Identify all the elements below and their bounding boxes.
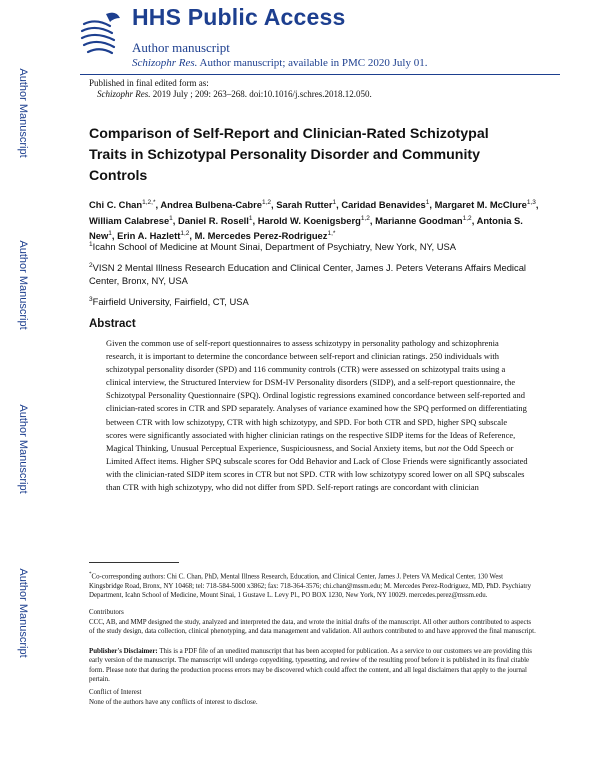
citation-journal: Schizophr Res. <box>97 89 151 99</box>
author-name: Sarah Rutter$^1$, <box>276 199 342 211</box>
hhs-public-access-title: HHS Public Access <box>132 4 346 30</box>
hhs-eagle-logo <box>76 6 124 62</box>
article-title: Comparison of Self-Report and Clinician-Rated Schizotypal Traits in Schizotypal Personality Disorder and Community Controls <box>89 126 489 184</box>
availability-text: Author manuscript; available in PMC 2020 July 01. <box>197 57 428 69</box>
author-manuscript-label: Author manuscript <box>132 40 230 55</box>
side-label-2: Author Manuscript <box>17 240 29 330</box>
abstract-heading: Abstract <box>89 318 136 330</box>
author-name: Erin A. Hazlett$^{1,2}$, <box>117 230 195 242</box>
published-label: Published in final edited form as: <box>89 78 209 88</box>
journal-name: Schizophr Res. <box>132 57 198 69</box>
journal-availability-line <box>132 57 427 69</box>
side-label-4: Author Manuscript <box>17 568 29 658</box>
footnote-rule <box>89 562 179 563</box>
author-name: Antonia S. New$^1$, <box>89 214 523 242</box>
contributors-label: Contributors <box>89 609 124 616</box>
abstract-body: Given the common use of self-report questionnaires to assess schizotypy in personality pathology and schizophrenia research, it is important to determine the concordance between self-report and clinician ratings. 250 individuals with schizotypal personality disorder (SPD) and 116 community controls (CTR) were assessed on schizotypal traits using a clinical interview, the Structured Interview for DSM-IV Personality disorders (SIDP), and a self-report questionnaire, the Schizotypal Personality Questionnaire (SPQ). Ordinal logistic regressions examined concordance between self-reported and clinician-rated scores in CTR and SPD separately. Analyses of variance examined how the SPQ performed on differentiating between CTR with low schizotypy, CTR with high schizotypy, and SPD. For both CTR and SPD, higher SPQ subscale scores were significantly associated with higher clinician ratings on the respective SIDP items for the Ideas of Reference, Magical Thinking, Unusual Perceptual Experience, Suspiciousness, and Social Anxiety items, but not the Odd Speech or Limited Affect items. Higher SPQ subscale scores for Odd Behavior and Lack of Close Friends were significantly associated with the clinician-rated SIDP item scores in CTR but not SPD. CTR with low schizotypy scored lower on all SPQ subscales than CTR with high schizotypy, who did not differ from SPD. Self-report ratings are concordant with clinician <box>106 338 528 493</box>
author-name: Chi C. Chan$^{1,2,*}$, <box>89 199 161 211</box>
header-rule <box>80 74 560 75</box>
conflict-text: None of the authors have any conflicts of interest to disclose. <box>89 699 258 706</box>
contributors-text: CCC, AB, and MMP designed the study, analyzed and interpreted the data, and wrote the initial drafts of the manuscript. All other authors contributed to aspects of the study design, data collection, clinical phenotyping, and data management and validation. All authors contributed to and have approved the final manuscript. <box>89 619 536 636</box>
author-name: Margaret M. McClure$^{1,3}$, <box>434 199 539 211</box>
author-name: Daniel R. Rosell$^1$, <box>178 214 258 226</box>
side-label-1: Author Manuscript <box>17 68 29 158</box>
side-label-3: Author Manuscript <box>17 404 29 494</box>
citation-details: 2019 July ; 209: 263–268. doi:10.1016/j.schres.2018.12.050. <box>150 89 372 99</box>
author-name: Andrea Bulbena-Cabre$^{1,2}$, <box>160 199 277 211</box>
author-list <box>89 196 549 243</box>
author-name: Caridad Benavides$^1$, <box>341 199 435 211</box>
affiliation-3: $^3$Fairfield University, Fairfield, CT, USA <box>89 296 249 308</box>
author-name: William Calabrese$^1$, <box>89 214 179 226</box>
publisher-disclaimer: Publisher's Disclaimer: This is a PDF file of an unedited manuscript that has been accepted for publication. As a service to our customers we are providing this early version of the manuscript. The manuscript will undergo copyediting, typesetting, and review of the resulting proof before it is published in its final citable form. Please note that during the production process errors may be discovered which could affect the content, and all legal disclaimers that apply to the journal pertain. <box>89 648 532 684</box>
disclaimer-label: Publisher's Disclaimer: <box>89 648 158 655</box>
author-name: Marianne Goodman$^{1,2}$, <box>375 214 477 226</box>
author-name: M. Mercedes Perez-Rodriguez$^{1,*}$ <box>194 230 336 242</box>
affiliation-1: $^1$Icahn School of Medicine at Mount Sinai, Department of Psychiatry, New York, NY, USA <box>89 241 456 253</box>
author-name: Harold W. Koenigsberg$^{1,2}$, <box>257 214 376 226</box>
publication-citation <box>97 89 372 99</box>
conflict-label: Conflict of Interest <box>89 689 142 696</box>
affiliation-2: $^2$VISN 2 Mental Illness Research Education and Clinical Center, James J. Peters Veterans Affairs Medical Center, Bronx, NY, USA <box>89 262 526 287</box>
corresponding-footnote: *Co-corresponding authors: Chi C. Chan, PhD, Mental Illness Research, Education, and Clinical Center, James J. Peters VA Medical Center, 130 West Kingsbridge Road, Bronx, NY 10468; tel: 718-584-5000 x3862; fax: 718-364-3576; chi.chan@mssm.edu; M. Mercedes Perez-Rodriguez, MD, PhD. Psychiatry Department, Icahn School of Medicine, Mount Sinai, 1 Gustave L. Levy Pl., PO BOX 1230, New York, NY 10029. mercedes.perez@mssm.edu. <box>89 572 532 600</box>
abstract-emphasis: not <box>437 442 449 453</box>
